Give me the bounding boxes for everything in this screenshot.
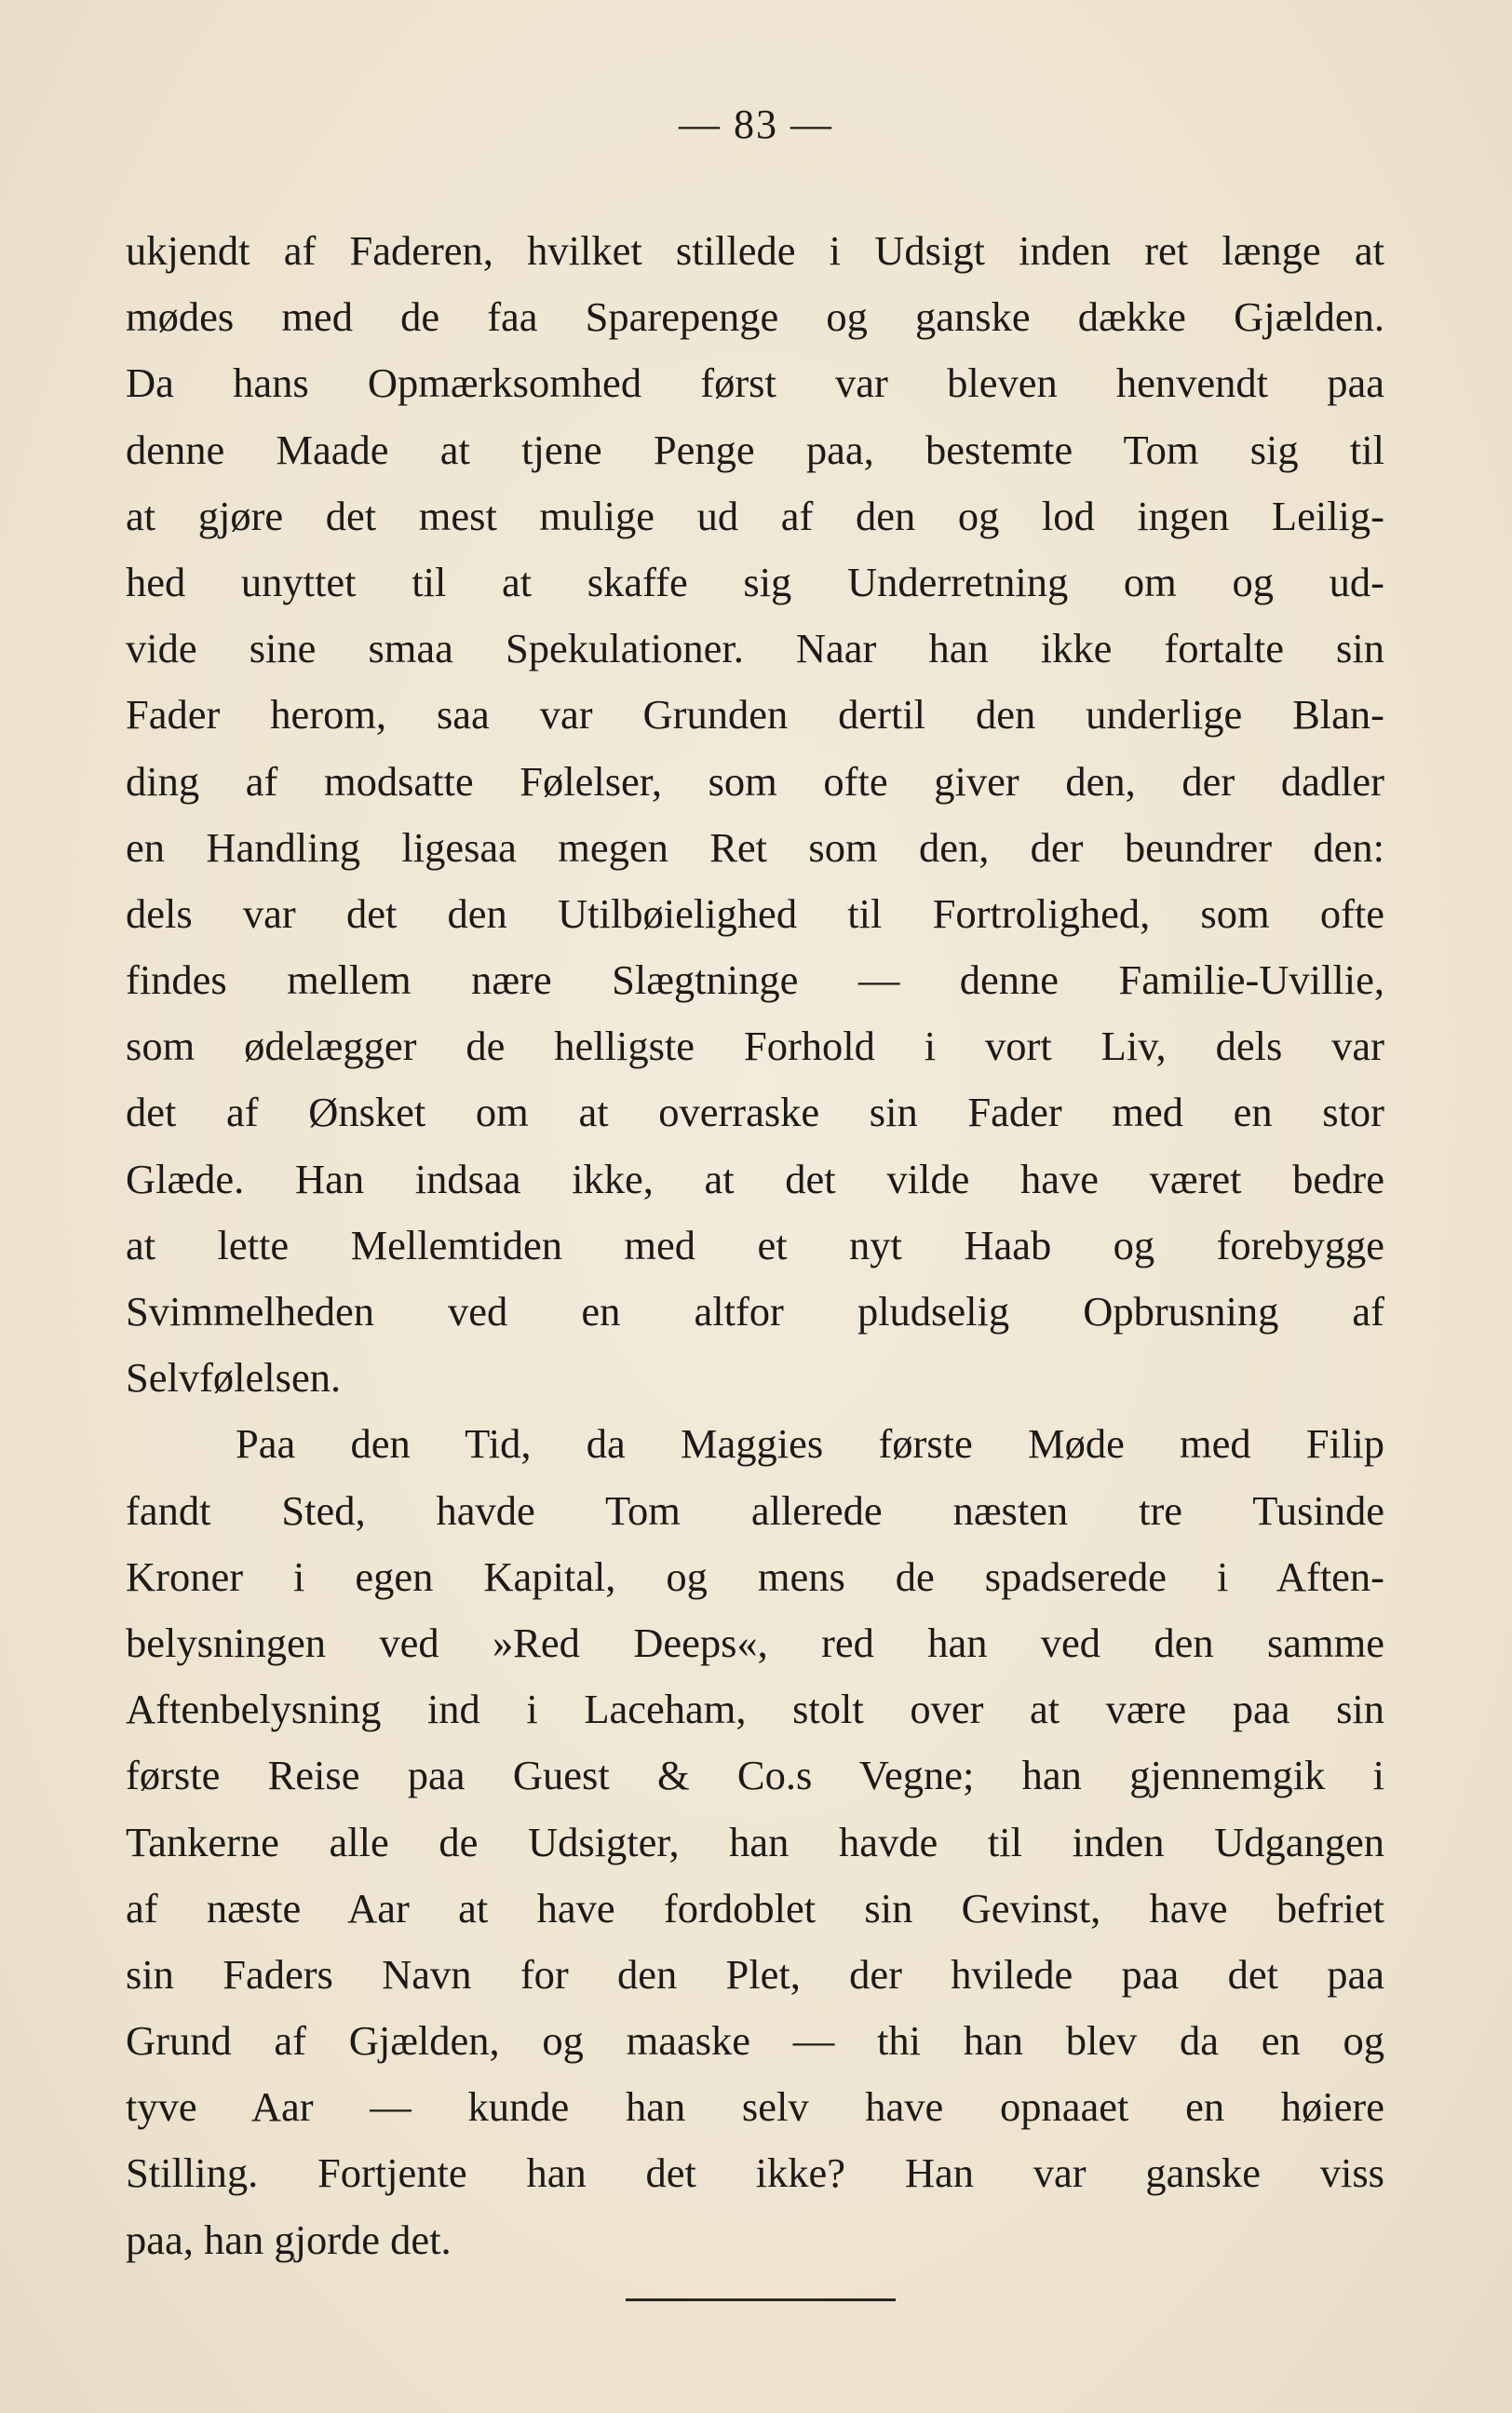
text-line: fandt Sted, havde Tom allerede næsten tre Tusinde xyxy=(126,1486,1384,1534)
text-line: Grund af Gjælden, og maaske — thi han blev da en og xyxy=(126,2017,1384,2065)
body-text xyxy=(126,218,1384,2273)
text-line: hed unyttet til at skaffe sig Underretning om og ud- xyxy=(126,558,1384,605)
text-line: en Handling ligesaa megen Ret som den, der beundrer den: xyxy=(126,823,1384,871)
paragraph-1 xyxy=(126,218,1384,1411)
section-end-rule xyxy=(626,2298,896,2301)
text-line: denne Maade at tjene Penge paa, bestemte Tom sig til xyxy=(126,426,1384,473)
text-line: tyve Aar — kunde han selv have opnaaet en høiere xyxy=(126,2083,1384,2131)
text-line: som ødelægger de helligste Forhold i vort Liv, dels var xyxy=(126,1023,1384,1070)
text-line: Paa den Tid, da Maggies første Møde med Filip xyxy=(236,1420,1384,1468)
text-line: belysningen ved »Red Deeps«, red han ved den samme xyxy=(126,1619,1384,1666)
text-line: af næste Aar at have fordoblet sin Gevinst, have befriet xyxy=(126,1884,1384,1932)
text-line: Aftenbelysning ind i Laceham, stolt over at være paa sin xyxy=(126,1686,1384,1733)
text-line: Tankerne alle de Udsigter, han havde til inden Udgangen xyxy=(126,1818,1384,1865)
text-line: mødes med de faa Sparepenge og ganske dække Gjælden. xyxy=(126,293,1384,341)
text-line: Fader herom, saa var Grunden dertil den underlige Blan- xyxy=(126,691,1384,739)
text-line: ding af modsatte Følelser, som ofte giver den, der dadler xyxy=(126,757,1384,805)
text-line: paa, han gjorde det. xyxy=(126,2216,452,2263)
paragraph-2 xyxy=(126,1411,1384,2272)
text-line: Kroner i egen Kapital, og mens de spadserede i Aften- xyxy=(126,1552,1384,1600)
page-number-header: — 83 — xyxy=(679,102,833,147)
text-line: Glæde. Han indsaa ikke, at det vilde have været bedre xyxy=(126,1155,1384,1202)
text-line: at lette Mellemtiden med et nyt Haab og forebygge xyxy=(126,1221,1384,1268)
text-line: Da hans Opmærksomhed først var bleven henvendt paa xyxy=(126,359,1384,407)
text-line: at gjøre det mest mulige ud af den og lod ingen Leilig- xyxy=(126,492,1384,539)
text-line: Svimmelheden ved en altfor pludselig Opbrusning af xyxy=(126,1288,1384,1335)
text-line: vide sine smaa Spekulationer. Naar han ikke fortalte sin xyxy=(126,625,1384,672)
text-line: dels var det den Utilbøielighed til Fortrolighed, som ofte xyxy=(126,889,1384,937)
text-line: Selvfølelsen. xyxy=(126,1354,342,1402)
text-line: det af Ønsket om at overraske sin Fader med en stor xyxy=(126,1089,1384,1136)
text-line: ukjendt af Faderen, hvilket stillede i Udsigt inden ret længe at xyxy=(126,227,1384,274)
text-line: Stilling. Fortjente han det ikke? Han var ganske viss xyxy=(126,2149,1384,2197)
text-line: findes mellem nære Slægtninge — denne Familie-Uvillie, xyxy=(126,956,1384,1004)
text-line: sin Faders Navn for den Plet, der hvilede paa det paa xyxy=(126,1950,1384,1998)
text-line: første Reise paa Guest & Co.s Vegne; han gjennemgik i xyxy=(126,1752,1384,1799)
